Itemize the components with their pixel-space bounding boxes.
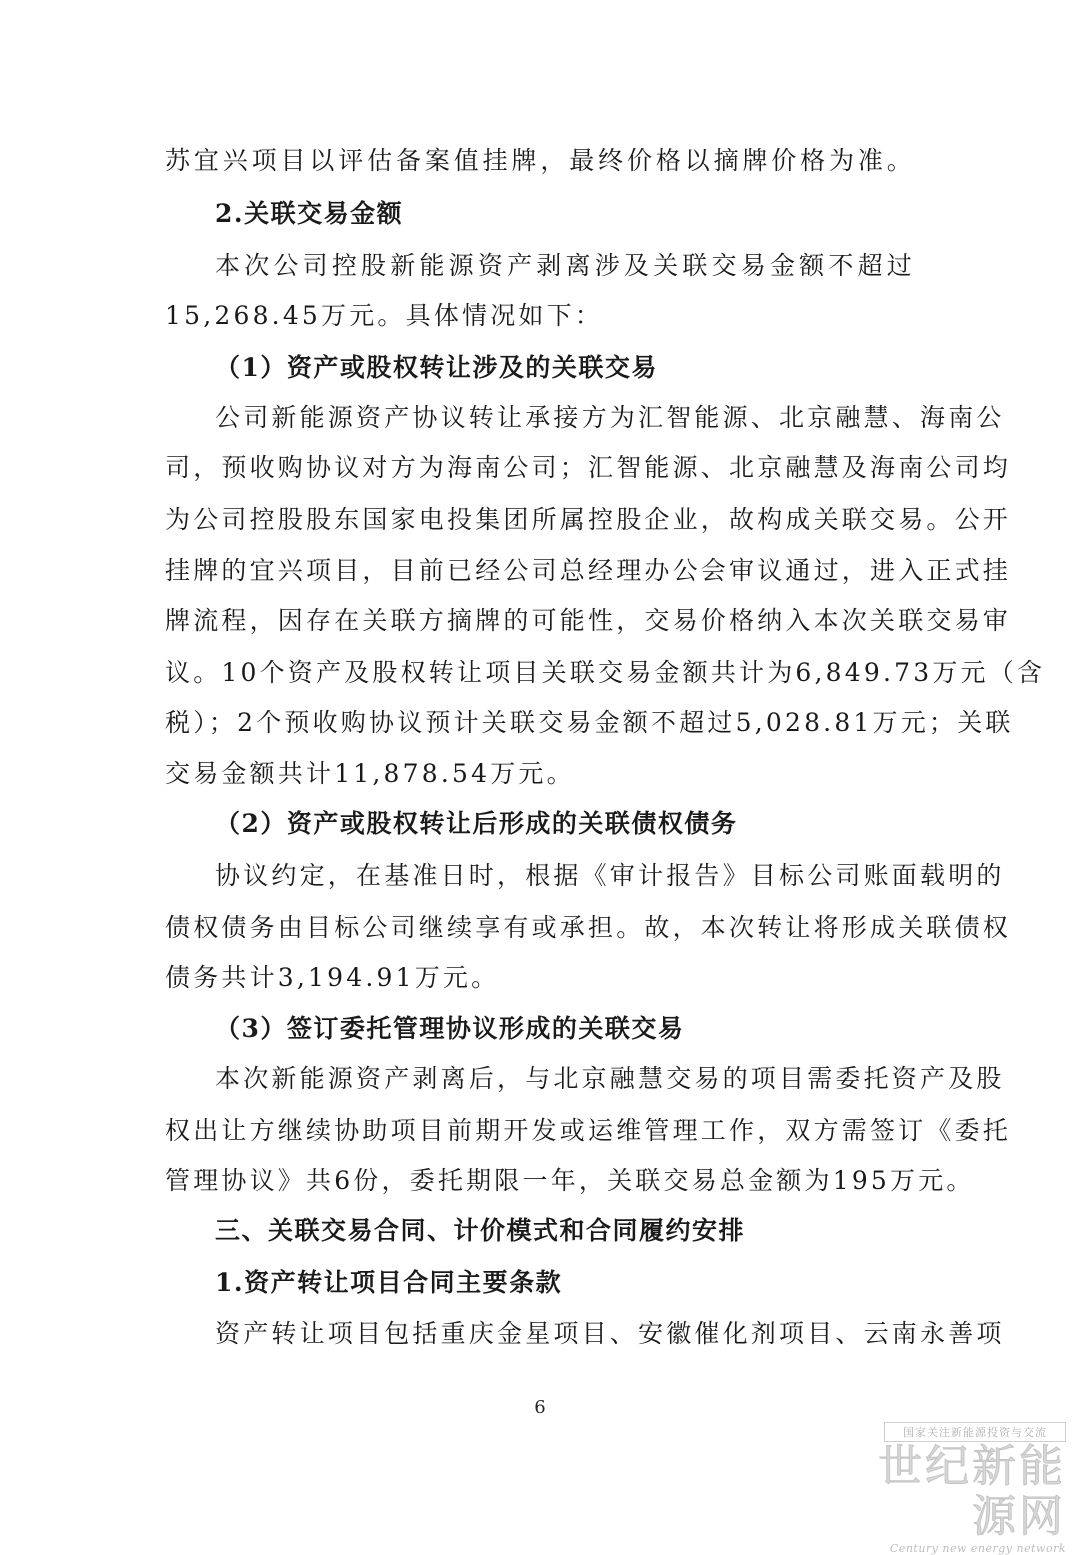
- body-line: 议。10个资产及股权转让项目关联交易金额共计为6,849.73万元（含: [165, 658, 1046, 687]
- subsection-heading: （3）签订委托管理协议形成的关联交易: [215, 1014, 685, 1043]
- body-line: 资产转让项目包括重庆金星项目、安徽催化剂项目、云南永善项: [215, 1319, 1005, 1348]
- body-line: 管理协议》共6份，委托期限一年，关联交易总金额为195万元。: [165, 1166, 975, 1195]
- section-heading: 1.资产转让项目合同主要条款: [215, 1268, 563, 1297]
- body-line: 协议约定，在基准日时，根据《审计报告》目标公司账面载明的: [215, 861, 1005, 890]
- body-line: 债务共计3,194.91万元。: [165, 963, 500, 992]
- watermark-english: Century new energy network: [889, 1542, 1066, 1555]
- body-line: 债权债务由目标公司继续享有或承担。故，本次转让将形成关联债权: [165, 913, 1012, 942]
- body-line: 本次新能源资产剥离后，与北京融慧交易的项目需委托资产及股: [215, 1064, 1005, 1093]
- watermark-tagline: 国家关注新能源投资与交流: [884, 1422, 1066, 1442]
- body-line: 挂牌的宜兴项目，目前已经公司总经理办公会审议通过，进入正式挂: [165, 556, 1012, 585]
- watermark-logo: [836, 1422, 1066, 1555]
- subsection-heading: （1）资产或股权转让涉及的关联交易: [215, 353, 658, 382]
- section-heading: 2.关联交易金额: [215, 199, 404, 228]
- body-line: 15,268.45万元。具体情况如下：: [165, 301, 604, 330]
- body-line: 交易金额共计11,878.54万元。: [165, 759, 575, 788]
- body-line: 权出让方继续协助项目前期开发或运维管理工作，双方需签订《委托: [165, 1116, 1012, 1145]
- body-line: 牌流程，因存在关联方摘牌的可能性，交易价格纳入本次关联交易审: [165, 606, 1012, 635]
- chapter-heading: 三、关联交易合同、计价模式和合同履约安排: [215, 1216, 746, 1245]
- body-line: 司，预收购协议对方为海南公司；汇智能源、北京融慧及海南公司均: [165, 453, 1012, 482]
- page-number: 6: [534, 1397, 546, 1418]
- body-line: 本次公司控股新能源资产剥离涉及关联交易金额不超过: [215, 251, 915, 280]
- watermark-title: 世纪新能源网: [878, 1441, 1066, 1542]
- body-line: 为公司控股股东国家电投集团所属控股企业，故构成关联交易。公开: [165, 505, 1012, 534]
- body-line: 公司新能源资产协议转让承接方为汇智能源、北京融慧、海南公: [215, 403, 1005, 432]
- subsection-heading: （2）资产或股权转让后形成的关联债权债务: [215, 809, 738, 838]
- body-line: 苏宜兴项目以评估备案值挂牌，最终价格以摘牌价格为准。: [165, 146, 915, 175]
- body-line: 税）；2个预收购协议预计关联交易金额不超过5,028.81万元；关联: [165, 708, 1014, 737]
